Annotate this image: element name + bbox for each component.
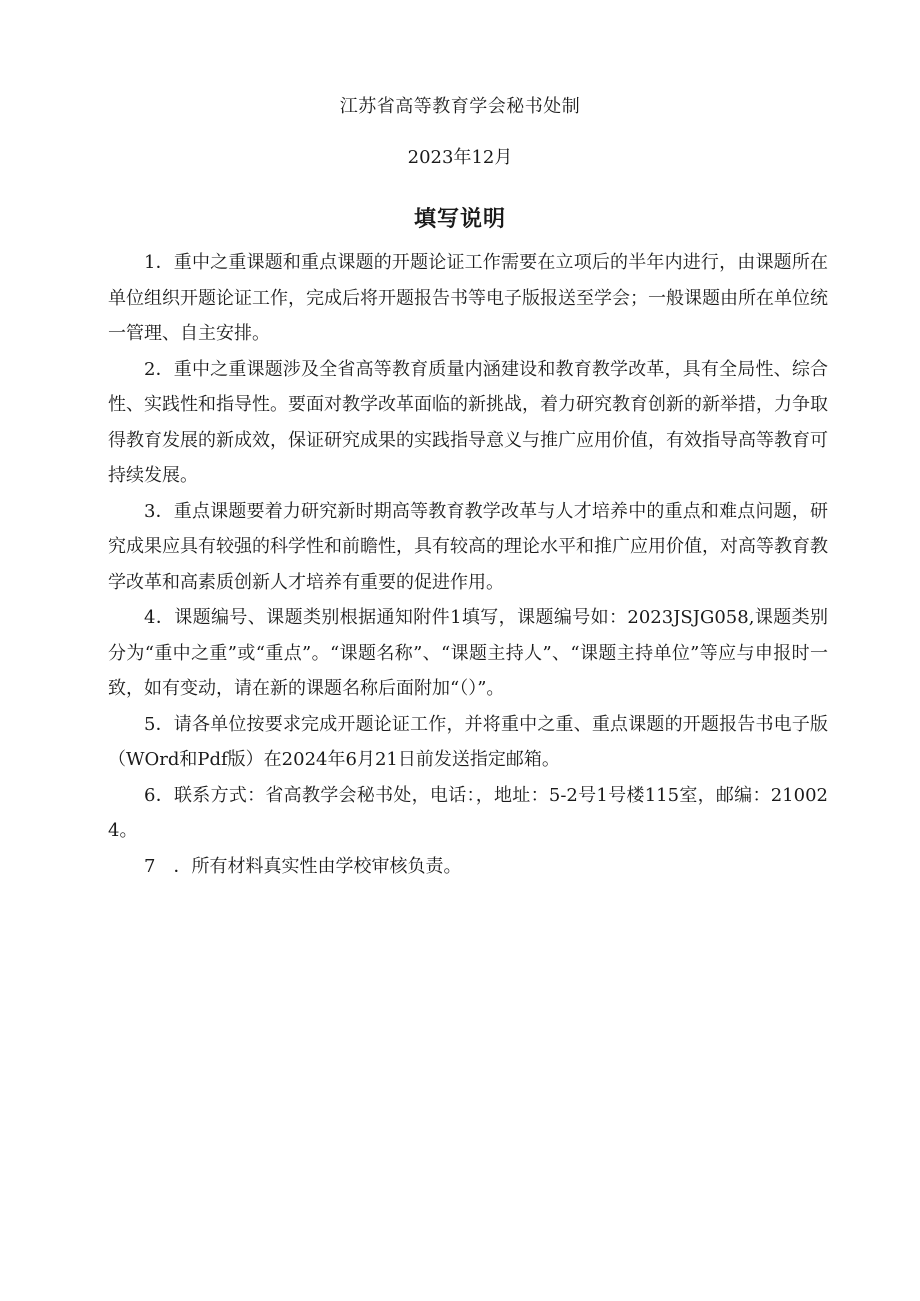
instruction-item-3: 3．重点课题要着力研究新时期高等教育教学改革与人才培养中的重点和难点问题，研究成果应具有较强的科学性和前瞻性，具有较高的理论水平和推广应用价值，对高等教育教学改革和高素质创新人才培养有重要的促进作用。 <box>108 500 828 593</box>
issue-date: 2023年12月 <box>407 147 513 168</box>
instruction-item-4: 4．课题编号、课题类别根据通知附件1填写，课题编号如：2023JSJG058,课题类别分为“重中之重”或“重点”。“课题名称”、“课题主持人”、“课题主持单位”等应与申报时一致，如有变动，请在新的课题名称后面附加“（）”。 <box>108 607 828 699</box>
instructions-title: 填写说明 <box>413 207 506 232</box>
instruction-item-5: 5．请各单位按要求完成开题论证工作，并将重中之重、重点课题的开题报告书电子版（WOrd和Pdf版）在2024年6月21日前发送指定邮箱。 <box>108 713 828 770</box>
instruction-item-1: 1．重中之重课题和重点课题的开题论证工作需要在立项后的半年内进行，由课题所在单位组织开题论证工作，完成后将开题报告书等电子版报送至学会；一般课题由所在单位统一管理、自主安排。 <box>108 252 828 344</box>
instruction-item-6: 6．联系方式：省高教学会秘书处，电话：，地址：5-2号1号楼115室，邮编：210024。 <box>108 784 828 841</box>
instruction-item-7: 7 ．所有材料真实性由学校审核负责。 <box>144 855 462 877</box>
instruction-item-2: 2．重中之重课题涉及全省高等教育质量内涵建设和教育教学改革，具有全局性、综合性、实践性和指导性。要面对教学改革面临的新挑战，着力研究教育创新的新举措，力争取得教育发展的新成效，保证研究成果的实践指导意义与推广应用价值，有效指导高等教育可持续发展。 <box>108 358 828 486</box>
instructions-list <box>108 245 828 884</box>
issuer-line: 江苏省高等教育学会秘书处制 <box>339 96 581 117</box>
